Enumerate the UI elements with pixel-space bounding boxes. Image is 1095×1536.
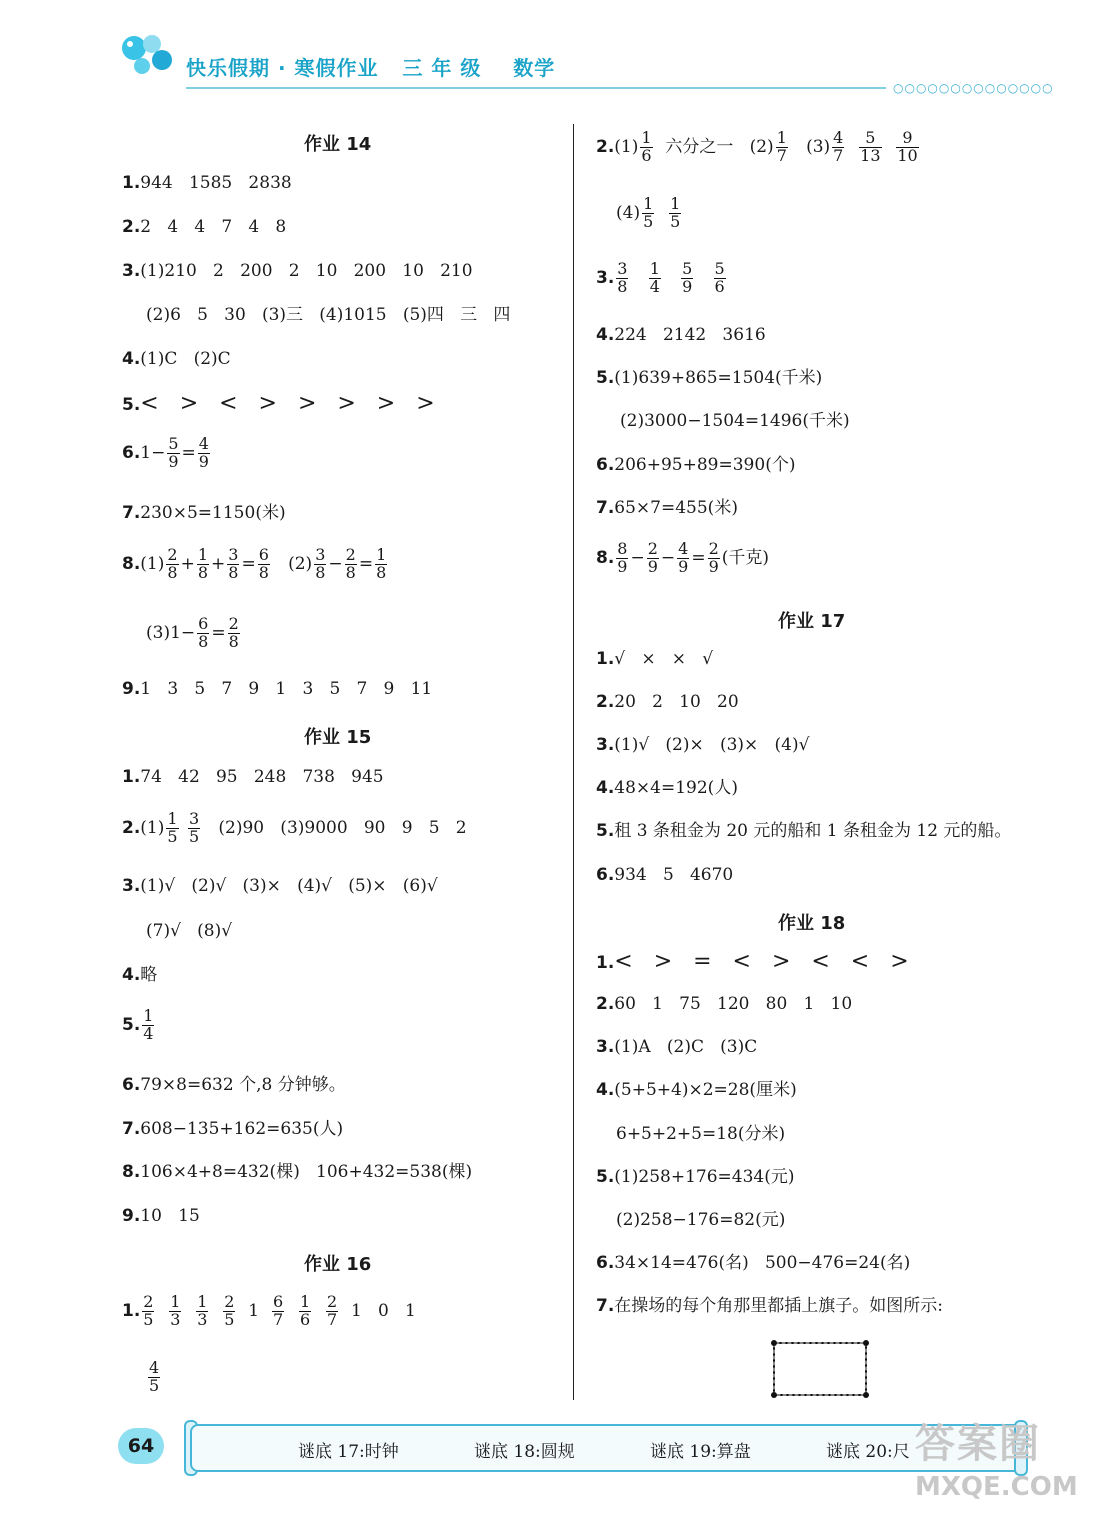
answer-14-2: 2.2 4 4 7 4 8 xyxy=(122,217,287,237)
answer-16-3: 3. $\frac{3}{8}$ $\frac{1}{4}$ $\frac{5}{9}$ $\frac{5}{6}$ xyxy=(596,259,725,296)
answer-16-8: 8. $\frac{8}{9}$ − $\frac{2}{9}$ − $\frac{4}{9}$ = $\frac{2}{9}$ (千克) xyxy=(596,539,770,576)
answer-17-2: 2.20 2 10 20 xyxy=(596,692,739,712)
column-divider xyxy=(573,124,574,1400)
answer-18-7: 7.在操场的每个角那里都插上旗子。如图所示: xyxy=(596,1296,944,1316)
answer-14-6: 6.1− $\frac{5}{9}$ = $\frac{4}{9}$ xyxy=(122,434,209,471)
answer-18-6: 6.34×14=476(名) 500−476=24(名) xyxy=(596,1253,911,1273)
section-title-15: 作业 15 xyxy=(304,727,372,748)
answer-14-8a: 8.(1) $\frac{2}{8}$ + $\frac{1}{8}$ + $\frac{3}{8}$ = $\frac{6}{8}$ (2) $\frac{3}{8}$ − $\frac{2}{8}$ = $\frac{1}{8}$ xyxy=(122,545,387,582)
section-title-14: 作业 14 xyxy=(304,134,372,155)
answer-18-3: 3.(1)A (2)C (3)C xyxy=(596,1037,758,1057)
answer-18-4b: 6+5+2+5=18(分米) xyxy=(616,1124,786,1144)
answer-16-1: 1. $\frac{2}{5}$ $\frac{1}{3}$ $\frac{1}{3}$ $\frac{2}{5}$ 1 $\frac{6}{7}$ $\frac{1}{6}$ $\frac{2}{7}$ 1 0 1 xyxy=(122,1292,416,1329)
section-title-16: 作业 16 xyxy=(304,1254,372,1275)
playground-flags-diagram xyxy=(771,1340,869,1398)
answer-15-3a: 3.(1)√ (2)√ (3)× (4)√ (5)× (6)√ xyxy=(122,876,438,896)
answer-17-5: 5.租 3 条租金为 20 元的船和 1 条租金为 12 元的船。 xyxy=(596,821,1012,841)
answer-15-7: 7.608−135+162=635(人) xyxy=(122,1119,344,1139)
riddle-answer-19: 谜底 19:算盘 xyxy=(650,1442,751,1462)
answer-17-3: 3.(1)√ (2)× (3)× (4)√ xyxy=(596,735,810,755)
answer-14-9: 9.1 3 5 7 9 1 3 5 7 9 11 xyxy=(122,679,433,699)
answer-14-3b: (2)6 5 30 (3)三 (4)1015 (5)四 三 四 xyxy=(146,305,511,325)
answer-16-5b: (2)3000−1504=1496(千米) xyxy=(620,411,850,431)
answer-16-7: 7.65×7=455(米) xyxy=(596,498,738,518)
answer-14-5: 5.< > < > > > > > xyxy=(122,391,435,416)
answer-16-1-cont: $\frac{4}{5}$ xyxy=(149,1358,160,1395)
section-title-18: 作业 18 xyxy=(778,913,846,934)
answer-15-1: 1.74 42 95 248 738 945 xyxy=(122,767,384,787)
answer-15-2: 2.(1) $\frac{1}{5}$ $\frac{3}{5}$ (2)90 (3)9000 90 9 5 2 xyxy=(122,809,467,846)
book-title: 快乐假期 · 寒假作业 三 年 级 数学 xyxy=(186,56,556,80)
answer-15-9: 9.10 15 xyxy=(122,1206,200,1226)
answer-17-4: 4.48×4=192(人) xyxy=(596,778,738,798)
answer-16-4: 4.224 2142 3616 xyxy=(596,325,766,345)
answer-16-2b: (4) $\frac{1}{5}$ $\frac{1}{5}$ xyxy=(616,194,681,231)
answer-14-1: 1.944 1585 2838 xyxy=(122,173,292,193)
answer-14-3a: 3.(1)210 2 200 2 10 200 10 210 xyxy=(122,261,473,281)
section-title-17: 作业 17 xyxy=(778,611,846,632)
answer-14-4: 4.(1)C (2)C xyxy=(122,349,231,369)
page-number-badge: 64 xyxy=(118,1428,164,1464)
answer-15-3b: (7)√ (8)√ xyxy=(146,921,233,941)
answer-16-5a: 5.(1)639+865=1504(千米) xyxy=(596,368,823,388)
riddle-answer-20: 谜底 20:尺 xyxy=(826,1442,910,1462)
answer-18-2: 2.60 1 75 120 80 1 10 xyxy=(596,994,853,1014)
site-watermark: 答案圈 MXQE.COM xyxy=(915,1421,1078,1502)
header-rule xyxy=(186,87,886,89)
answer-15-6: 6.79×8=632 个,8 分钟够。 xyxy=(122,1075,346,1095)
riddle-answer-18: 谜底 18:圆规 xyxy=(474,1442,575,1462)
bubbles-logo-icon xyxy=(118,30,178,80)
answer-15-4: 4.略 xyxy=(122,965,158,985)
answer-17-6: 6.934 5 4670 xyxy=(596,865,734,885)
answer-18-5b: (2)258−176=82(元) xyxy=(616,1210,786,1230)
answer-14-8b: (3)1− $\frac{6}{8}$ = $\frac{2}{8}$ xyxy=(146,614,239,651)
header-dots: ○○○○○○○○○○○○○○ xyxy=(893,81,1054,95)
answer-14-7: 7.230×5=1150(米) xyxy=(122,503,286,523)
answer-18-4a: 4.(5+5+4)×2=28(厘米) xyxy=(596,1080,797,1100)
answer-17-1: 1.√ × × √ xyxy=(596,649,714,669)
answer-15-5: 5. $\frac{1}{4}$ xyxy=(122,1006,154,1043)
answer-16-2a: 2.(1) $\frac{1}{6}$ 六分之一 (2) $\frac{1}{7}$ (3) $\frac{4}{7}$ $\frac{5}{13}$ $\frac{9}{10}$ xyxy=(596,128,918,165)
answer-18-5a: 5.(1)258+176=434(元) xyxy=(596,1167,795,1187)
riddle-answer-17: 谜底 17:时钟 xyxy=(298,1442,399,1462)
page-header xyxy=(0,0,1095,110)
answer-18-1: 1.< > = < > < < > xyxy=(596,949,909,974)
answer-16-6: 6.206+95+89=390(个) xyxy=(596,455,796,475)
answer-15-8: 8.106×4+8=432(棵) 106+432=538(棵) xyxy=(122,1162,473,1182)
